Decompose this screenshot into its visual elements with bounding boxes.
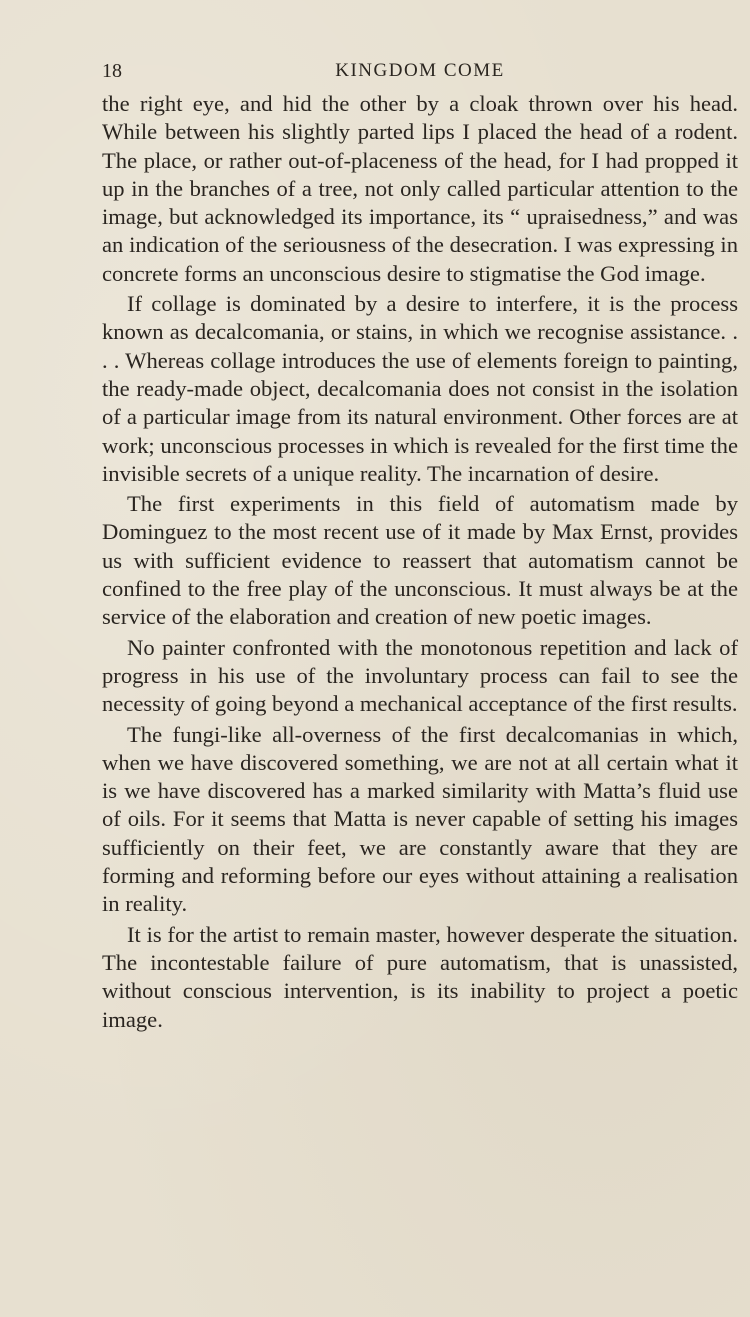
page-number: 18 <box>102 60 122 82</box>
paragraph-2: If collage is dominated by a desire to interfere, it is the process known as decalcomania, or stains, in which we recognise assistance. . . . Whereas collage introduces the use of elements foreign to painting, the ready-made object, decalcomania does not consist in the isolation of a particular image from its natural environment. Other forces are at work; unconscious processes in which is revealed for the first time the invisible secrets of a unique reality. The incarnation of desire. <box>102 291 738 486</box>
body-text <box>102 90 738 1036</box>
running-title: KINGDOM COME <box>335 60 505 81</box>
paragraph-6: It is for the artist to remain master, however desperate the situation. The incontestable failure of pure automatism, that is unassisted, without conscious intervention, is its inability to project a poetic image. <box>102 921 738 1032</box>
paragraph-1: the right eye, and hid the other by a cloak thrown over his head. While between his slightly parted lips I placed the head of a rodent. The place, or rather out-of-placeness of the head, for I had propped it up in the branches of a tree, not only called particular attention to the image, but acknowledged its importance, its “ upraisedness,” and was an indication of the seriousness of the desecration. I was expressing in concrete forms an unconscious desire to stigmatise the God image. <box>102 91 738 286</box>
running-head <box>102 58 738 88</box>
paragraph-3: The first experiments in this field of automatism made by Dominguez to the most recent use of it made by Max Ernst, provides us with sufficient evidence to reassert that automatism cannot be confined to the free play of the unconscious. It must always be at the service of the elaboration and creation of new poetic images. <box>102 491 738 630</box>
paragraph-4: No painter confronted with the monotonous repetition and lack of progress in his use of the involuntary process can fail to see the necessity of going beyond a mechanical acceptance of the first results. <box>102 634 738 717</box>
paragraph-5: The fungi-like all-overness of the first decalcomanias in which, when we have discovered something, we are not at all certain what it is we have discovered has a marked similarity with Matta’s fluid use of oils. For it seems that Matta is never capable of setting his images sufficiently on their feet, we are constantly aware that they are forming and reforming before our eyes without attaining a realisation in reality. <box>102 721 738 917</box>
